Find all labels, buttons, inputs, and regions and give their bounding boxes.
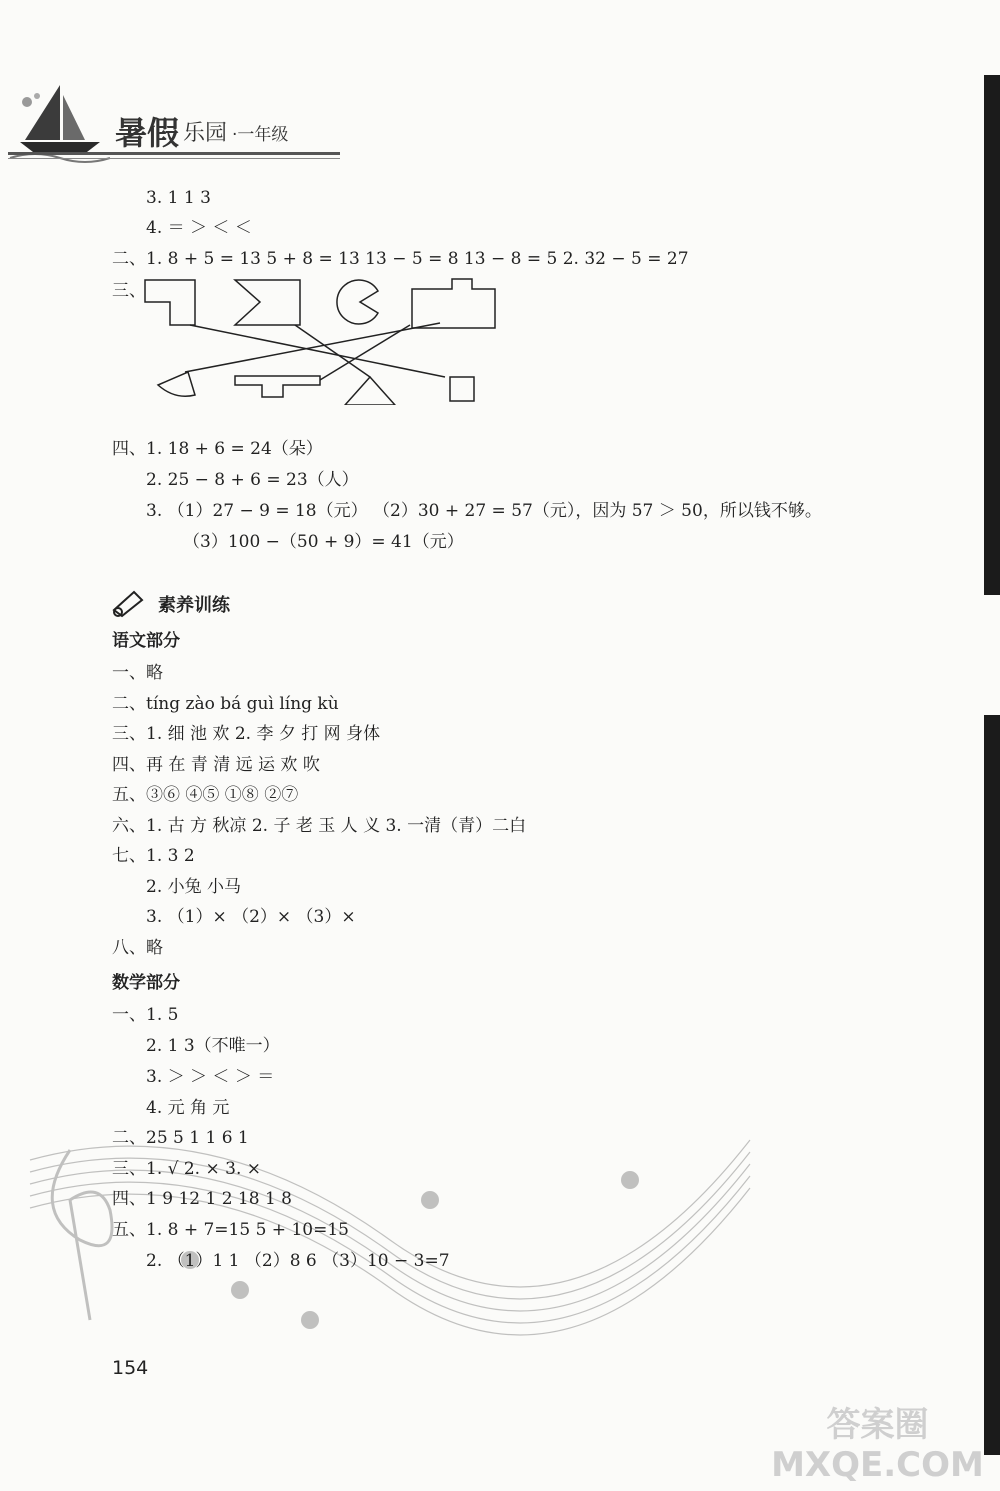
answer-line: 三、 — [112, 281, 146, 301]
chinese-line: 二、tíng zào bá guì líng kù — [112, 694, 339, 714]
answer-line: 二、1. 8 + 5 = 13 5 + 8 = 13 13 − 5 = 8 13 − 8 = 5 2. 32 − 5 = 27 — [112, 249, 689, 269]
answer-line: （3）100 −（50 + 9）= 41（元） — [183, 532, 464, 552]
math-line: 2. （1）1 1 （2）8 6 （3）10 − 3=7 — [146, 1251, 450, 1271]
math-part-title: 数学部分 — [112, 973, 180, 993]
chinese-part-title: 语文部分 — [112, 631, 180, 651]
header — [0, 70, 360, 170]
section-title: 素养训练 — [158, 595, 230, 616]
chinese-line: 五、③⑥ ④⑤ ①⑧ ②⑦ — [112, 785, 299, 805]
scroll-icon — [110, 588, 146, 618]
math-line: 2. 1 3（不唯一） — [146, 1036, 280, 1056]
answer-line: 四、1. 18 + 6 = 24（朵） — [112, 439, 323, 459]
answer-line: 3. 1 1 3 — [146, 188, 211, 208]
page-number: 154 — [112, 1357, 149, 1379]
chinese-line: 一、略 — [112, 663, 163, 683]
answer-line: 2. 25 − 8 + 6 = 23（人） — [146, 470, 359, 490]
math-line: 二、25 5 1 1 6 1 — [112, 1128, 249, 1148]
math-line: 三、1. √ 2. × 3. × — [112, 1159, 261, 1179]
sailboat-icon — [5, 80, 115, 170]
shape-matching-diagram — [140, 275, 540, 405]
page-edge-bar-top — [984, 75, 1000, 595]
watermark: 答案圈 MXQE.COM — [771, 1405, 984, 1485]
header-grade: ·一年级 — [232, 125, 289, 145]
chinese-line: 六、1. 古 方 秋凉 2. 子 老 玉 人 义 3. 一清（青）二白 — [112, 816, 527, 836]
answer-line: 3. （1）27 − 9 = 18（元） （2）30 + 27 = 57（元），因为 57 ＞ 50，所以钱不够。 — [146, 501, 822, 521]
math-line: 4. 元 角 元 — [146, 1098, 230, 1118]
header-title-main: 暑假 — [115, 114, 180, 152]
chinese-line: 七、1. 3 2 — [112, 846, 195, 866]
chinese-line: 三、1. 细 池 欢 2. 李 夕 打 网 身体 — [112, 724, 381, 744]
math-line: 四、1 9 12 1 2 18 1 8 — [112, 1189, 292, 1209]
math-line: 3. ＞ ＞ ＜ ＞ ＝ — [146, 1067, 275, 1087]
chinese-line: 八、略 — [112, 938, 163, 958]
chinese-line: 四、再 在 青 清 远 运 欢 吹 — [112, 755, 320, 775]
chinese-line: 3. （1）× （2）× （3）× — [146, 907, 356, 927]
header-title-sub: 乐园 — [183, 121, 228, 146]
math-line: 五、1. 8 + 7=15 5 + 10=15 — [112, 1220, 349, 1240]
header-rule — [8, 152, 340, 155]
chinese-line: 2. 小兔 小马 — [146, 877, 242, 897]
page-edge-bar-bottom — [984, 715, 1000, 1455]
answer-line: 4. ＝ ＞ ＜ ＜ — [146, 218, 252, 238]
header-rule-thin — [8, 158, 340, 159]
math-line: 一、1. 5 — [112, 1005, 179, 1025]
